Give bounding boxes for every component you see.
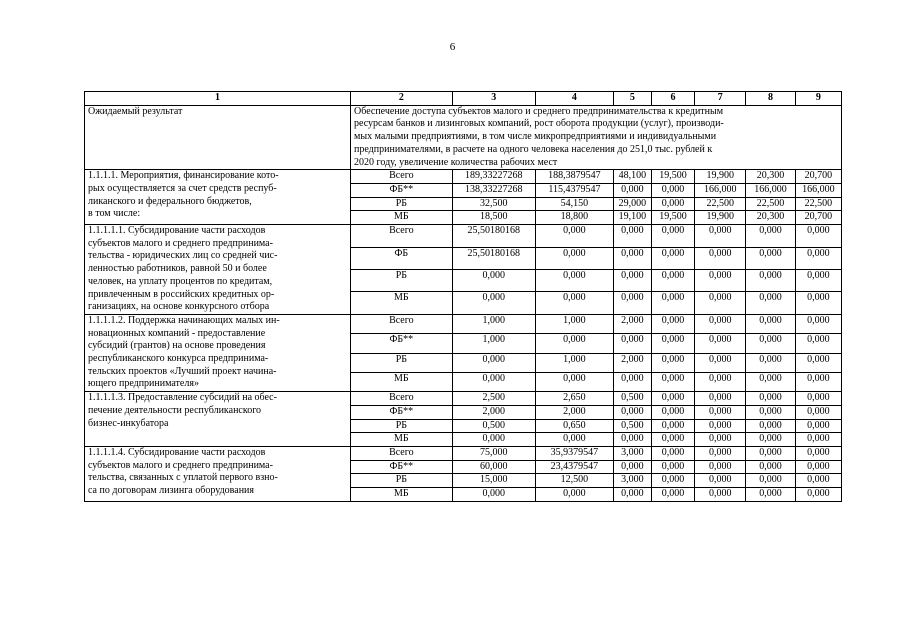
value-cell: 0,000 <box>695 353 746 372</box>
value-cell: 0,000 <box>795 372 841 391</box>
value-cell: 20,300 <box>746 211 795 225</box>
funding-source-cell: ФБ** <box>351 405 453 419</box>
value-cell: 0,000 <box>613 433 651 447</box>
value-cell: 20,700 <box>795 211 841 225</box>
activity-description: 1.1.1.1.4. Субсидирование части расходов субъектов малого и среднего предпринима- тельства, связанных с уплатой первого взно- са по договорам лизинга оборудования <box>85 446 351 501</box>
value-cell: 0,000 <box>651 405 694 419</box>
value-cell: 2,650 <box>535 392 613 406</box>
value-cell: 19,100 <box>613 211 651 225</box>
value-cell: 0,000 <box>746 405 795 419</box>
value-cell: 0,000 <box>452 269 535 291</box>
value-cell: 54,150 <box>535 197 613 211</box>
header-cell: 3 <box>452 92 535 106</box>
value-cell: 0,000 <box>613 460 651 474</box>
value-cell: 0,000 <box>613 183 651 197</box>
value-cell: 0,000 <box>746 269 795 291</box>
value-cell: 0,000 <box>535 334 613 353</box>
value-cell: 0,000 <box>746 488 795 502</box>
page-number: 6 <box>449 41 456 53</box>
value-cell: 0,000 <box>695 419 746 433</box>
value-cell: 19,500 <box>651 170 694 184</box>
value-cell: 19,900 <box>695 211 746 225</box>
value-cell: 18,800 <box>535 211 613 225</box>
value-cell: 0,000 <box>795 292 841 315</box>
value-cell: 0,000 <box>613 225 651 247</box>
value-cell: 15,000 <box>452 474 535 488</box>
funding-source-cell: ФБ** <box>351 460 453 474</box>
value-cell: 2,000 <box>613 314 651 333</box>
value-cell: 0,000 <box>746 225 795 247</box>
value-cell: 22,500 <box>746 197 795 211</box>
funding-source-cell: РБ <box>351 197 453 211</box>
funding-source-cell: РБ <box>351 419 453 433</box>
value-cell: 0,000 <box>695 488 746 502</box>
value-cell: 0,000 <box>746 314 795 333</box>
header-cell: 5 <box>613 92 651 106</box>
header-cell: 2 <box>351 92 453 106</box>
value-cell: 0,000 <box>651 392 694 406</box>
value-cell: 0,000 <box>452 353 535 372</box>
value-cell: 0,000 <box>613 372 651 391</box>
expected-result-row <box>85 105 842 170</box>
header-cell: 6 <box>651 92 694 106</box>
value-cell: 0,000 <box>695 225 746 247</box>
value-cell: 0,000 <box>452 372 535 391</box>
value-cell: 35,9379547 <box>535 446 613 460</box>
value-cell: 0,000 <box>795 269 841 291</box>
value-cell: 0,000 <box>651 314 694 333</box>
value-cell: 60,000 <box>452 460 535 474</box>
value-cell: 0,000 <box>535 292 613 315</box>
value-cell: 32,500 <box>452 197 535 211</box>
value-cell: 0,000 <box>535 372 613 391</box>
header-cell: 4 <box>535 92 613 106</box>
value-cell: 0,000 <box>535 269 613 291</box>
funding-source-cell: Всего <box>351 225 453 247</box>
value-cell: 0,000 <box>795 392 841 406</box>
activity-description: 1.1.1.1. Мероприятия, финансирование кото- рых осуществляется за счет средств респуб- ликанского и федерального бюджетов, в том числе: <box>85 170 351 225</box>
value-cell: 0,000 <box>746 372 795 391</box>
table-row <box>85 446 842 460</box>
value-cell: 0,000 <box>613 269 651 291</box>
value-cell: 0,000 <box>651 460 694 474</box>
funding-source-cell: РБ <box>351 474 453 488</box>
value-cell: 1,000 <box>452 314 535 333</box>
value-cell: 0,000 <box>651 225 694 247</box>
value-cell: 0,000 <box>795 460 841 474</box>
value-cell: 0,000 <box>795 433 841 447</box>
expected-result-text: Обеспечение доступа субъектов малого и среднего предпринимательства к кредитным ресурсам банков и лизинговых компаний, рост оборота продукции (услуг), производи- мых малыми предприятиями, в том числе микропредприятиями и индивидуальными предпринимателями, в расчете на одного человека населения до 251,0 тыс. рублей к 2020 году, увеличение количества рабочих мест <box>351 105 842 170</box>
program-table <box>84 91 842 502</box>
value-cell: 188,3879547 <box>535 170 613 184</box>
value-cell: 0,000 <box>613 488 651 502</box>
value-cell: 0,000 <box>746 334 795 353</box>
value-cell: 0,000 <box>746 292 795 315</box>
funding-source-cell: МБ <box>351 292 453 315</box>
value-cell: 12,500 <box>535 474 613 488</box>
value-cell: 2,500 <box>452 392 535 406</box>
value-cell: 0,000 <box>746 433 795 447</box>
value-cell: 166,000 <box>695 183 746 197</box>
value-cell: 3,000 <box>613 446 651 460</box>
value-cell: 0,000 <box>795 353 841 372</box>
value-cell: 0,500 <box>613 419 651 433</box>
value-cell: 0,000 <box>651 474 694 488</box>
value-cell: 0,000 <box>651 334 694 353</box>
value-cell: 0,000 <box>746 446 795 460</box>
value-cell: 0,000 <box>795 225 841 247</box>
value-cell: 75,000 <box>452 446 535 460</box>
value-cell: 166,000 <box>795 183 841 197</box>
activity-description: 1.1.1.1.2. Поддержка начинающих малых ин- новационных компаний - предоставление субсидий (грантов) на основе проведения республиканского конкурса предпринима- тельских проектов «Лучший проект начина- ющего предпринимателя» <box>85 314 351 391</box>
value-cell: 2,000 <box>613 353 651 372</box>
value-cell: 0,000 <box>695 334 746 353</box>
table-row <box>85 392 842 406</box>
value-cell: 0,000 <box>535 488 613 502</box>
funding-source-cell: МБ <box>351 433 453 447</box>
funding-source-cell: Всего <box>351 170 453 184</box>
value-cell: 0,000 <box>795 474 841 488</box>
value-cell: 0,000 <box>535 225 613 247</box>
value-cell: 0,000 <box>695 269 746 291</box>
value-cell: 0,000 <box>651 353 694 372</box>
value-cell: 0,000 <box>651 292 694 315</box>
value-cell: 1,000 <box>535 353 613 372</box>
header-row <box>85 92 842 106</box>
value-cell: 0,000 <box>452 488 535 502</box>
value-cell: 0,000 <box>651 197 694 211</box>
value-cell: 0,650 <box>535 419 613 433</box>
value-cell: 0,000 <box>695 372 746 391</box>
value-cell: 0,000 <box>746 392 795 406</box>
value-cell: 0,000 <box>651 269 694 291</box>
value-cell: 0,000 <box>795 314 841 333</box>
funding-source-cell: Всего <box>351 314 453 333</box>
table-row <box>85 225 842 247</box>
value-cell: 0,000 <box>695 474 746 488</box>
funding-source-cell: Всего <box>351 446 453 460</box>
value-cell: 0,500 <box>613 392 651 406</box>
value-cell: 22,500 <box>795 197 841 211</box>
value-cell: 0,000 <box>746 247 795 269</box>
value-cell: 0,000 <box>651 446 694 460</box>
value-cell: 25,50180168 <box>452 247 535 269</box>
value-cell: 0,000 <box>695 392 746 406</box>
value-cell: 0,000 <box>695 292 746 315</box>
funding-source-cell: ФБ <box>351 247 453 269</box>
value-cell: 19,500 <box>651 211 694 225</box>
value-cell: 3,000 <box>613 474 651 488</box>
value-cell: 0,000 <box>613 247 651 269</box>
value-cell: 20,300 <box>746 170 795 184</box>
value-cell: 0,000 <box>695 405 746 419</box>
value-cell: 0,000 <box>795 334 841 353</box>
value-cell: 0,000 <box>695 433 746 447</box>
value-cell: 22,500 <box>695 197 746 211</box>
value-cell: 0,000 <box>746 419 795 433</box>
value-cell: 0,000 <box>535 247 613 269</box>
funding-source-cell: МБ <box>351 488 453 502</box>
value-cell: 0,000 <box>795 419 841 433</box>
activity-description: 1.1.1.1.1. Субсидирование части расходов субъектов малого и среднего предпринима- тельства - юридических лиц со средней чис- ленностью работников, равной 50 и более человек, на уплату процентов по кредитам, привлеченным в российских кредитных ор- ганизациях, на основе конкурсного отбора <box>85 225 351 315</box>
value-cell: 48,100 <box>613 170 651 184</box>
value-cell: 1,000 <box>452 334 535 353</box>
value-cell: 0,000 <box>795 247 841 269</box>
value-cell: 0,000 <box>746 460 795 474</box>
activity-description: 1.1.1.1.3. Предоставление субсидий на обес- печение деятельности республиканского бизнес-инкубатора <box>85 392 351 447</box>
funding-source-cell: РБ <box>351 353 453 372</box>
expected-result-label: Ожидаемый результат <box>85 105 351 170</box>
value-cell: 0,000 <box>695 314 746 333</box>
value-cell: 0,000 <box>795 405 841 419</box>
value-cell: 138,33227268 <box>452 183 535 197</box>
value-cell: 0,000 <box>651 419 694 433</box>
header-cell: 8 <box>746 92 795 106</box>
funding-source-cell: ФБ** <box>351 183 453 197</box>
value-cell: 0,000 <box>746 353 795 372</box>
value-cell: 0,000 <box>613 334 651 353</box>
value-cell: 115,4379547 <box>535 183 613 197</box>
value-cell: 0,000 <box>695 460 746 474</box>
table-row <box>85 314 842 333</box>
header-cell: 9 <box>795 92 841 106</box>
value-cell: 0,000 <box>535 433 613 447</box>
value-cell: 19,900 <box>695 170 746 184</box>
value-cell: 0,000 <box>746 474 795 488</box>
value-cell: 0,000 <box>651 372 694 391</box>
value-cell: 0,000 <box>613 405 651 419</box>
value-cell: 0,000 <box>651 433 694 447</box>
value-cell: 189,33227268 <box>452 170 535 184</box>
value-cell: 2,000 <box>452 405 535 419</box>
funding-source-cell: МБ <box>351 211 453 225</box>
value-cell: 0,000 <box>613 292 651 315</box>
value-cell: 25,50180168 <box>452 225 535 247</box>
value-cell: 0,000 <box>695 446 746 460</box>
header-cell: 7 <box>695 92 746 106</box>
funding-source-cell: ФБ** <box>351 334 453 353</box>
value-cell: 0,000 <box>452 433 535 447</box>
funding-source-cell: МБ <box>351 372 453 391</box>
header-cell: 1 <box>85 92 351 106</box>
value-cell: 0,000 <box>795 446 841 460</box>
value-cell: 20,700 <box>795 170 841 184</box>
value-cell: 166,000 <box>746 183 795 197</box>
value-cell: 0,000 <box>651 488 694 502</box>
value-cell: 0,000 <box>695 247 746 269</box>
value-cell: 2,000 <box>535 405 613 419</box>
value-cell: 0,000 <box>795 488 841 502</box>
value-cell: 29,000 <box>613 197 651 211</box>
value-cell: 0,000 <box>651 183 694 197</box>
funding-source-cell: РБ <box>351 269 453 291</box>
value-cell: 0,000 <box>651 247 694 269</box>
value-cell: 18,500 <box>452 211 535 225</box>
value-cell: 23,4379547 <box>535 460 613 474</box>
value-cell: 0,000 <box>452 292 535 315</box>
table-row <box>85 170 842 184</box>
value-cell: 0,500 <box>452 419 535 433</box>
funding-source-cell: Всего <box>351 392 453 406</box>
value-cell: 1,000 <box>535 314 613 333</box>
